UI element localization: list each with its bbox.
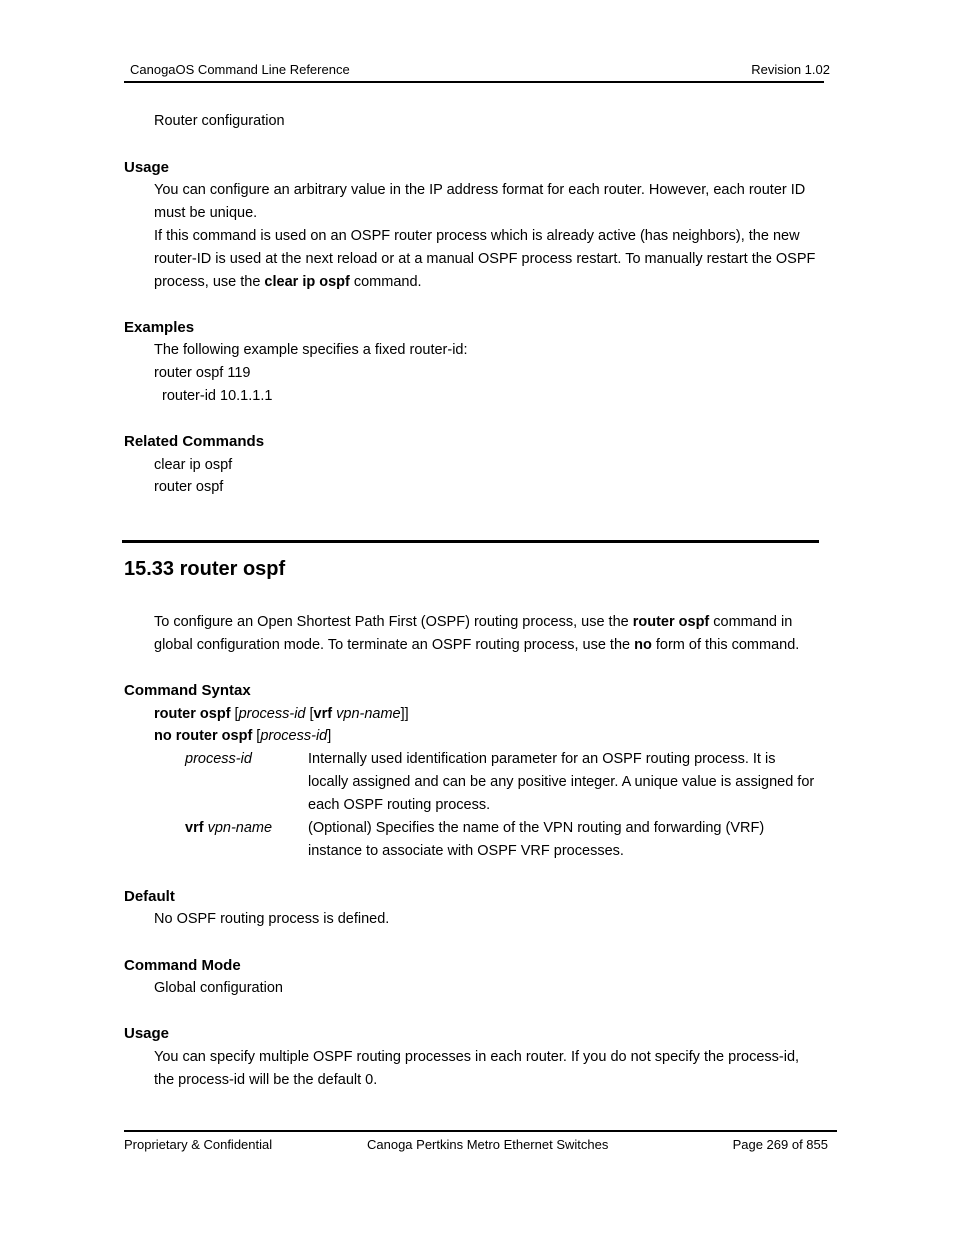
param-desc-line: (Optional) Specifies the name of the VPN routing and forwarding (VRF) bbox=[308, 820, 765, 836]
prev-usage-line: router-ID is used at the next reload or at a manual OSPF process restart. To manually restart the OSPF bbox=[154, 251, 816, 267]
command-syntax-heading: Command Syntax bbox=[124, 682, 251, 699]
param-name: vrf vpn-name bbox=[185, 820, 273, 836]
syntax-line: router ospf [process-id [vrf vpn-name]] bbox=[154, 706, 409, 722]
clear-ip-ospf-ref: clear ip ospf bbox=[264, 274, 350, 290]
related-commands-heading: Related Commands bbox=[124, 433, 265, 450]
default-text: No OSPF routing process is defined. bbox=[154, 911, 390, 927]
footer-rule bbox=[124, 1130, 837, 1132]
param-desc-line: each OSPF routing process. bbox=[308, 797, 491, 813]
prev-command-mode: Router configuration bbox=[154, 113, 285, 129]
example-line: The following example specifies a fixed router-id: bbox=[154, 342, 468, 358]
param-desc-line: instance to associate with OSPF VRF processes. bbox=[308, 843, 624, 859]
footer-left: Proprietary & Confidential bbox=[124, 1137, 273, 1152]
prev-usage-heading: Usage bbox=[124, 159, 170, 176]
prev-usage-line-last: process, use the clear ip ospf command. bbox=[154, 274, 422, 290]
page-number: Page 269 of 855 bbox=[732, 1137, 828, 1152]
header-rule bbox=[124, 81, 824, 83]
related-command-item: router ospf bbox=[154, 479, 224, 495]
param-name: process-id bbox=[185, 751, 252, 767]
prev-usage-line: You can configure an arbitrary value in the IP address format for each router. However, each router ID bbox=[154, 182, 806, 198]
prev-usage-line: If this command is used on an OSPF router process which is already active (has neighbors), the new bbox=[154, 228, 800, 244]
usage-line: You can specify multiple OSPF routing processes in each router. If you do not specify the process-id, bbox=[154, 1049, 800, 1065]
footer-center: Canoga Pertkins Metro Ethernet Switches bbox=[367, 1137, 609, 1152]
examples-heading: Examples bbox=[124, 319, 195, 336]
usage-heading: Usage bbox=[124, 1025, 170, 1042]
section-title: 15.33 router ospf bbox=[124, 558, 286, 580]
example-code-line: router-id 10.1.1.1 bbox=[162, 388, 273, 404]
related-command-item: clear ip ospf bbox=[154, 457, 233, 473]
command-mode-heading: Command Mode bbox=[124, 957, 241, 974]
intro-line: global configuration mode. To terminate an OSPF routing process, use the no form of this command. bbox=[154, 637, 800, 653]
param-desc-line: Internally used identification parameter for an OSPF routing process. It is bbox=[308, 751, 776, 767]
usage-line: the process-id will be the default 0. bbox=[154, 1072, 378, 1088]
section-rule bbox=[122, 540, 819, 543]
syntax-line: no router ospf [process-id] bbox=[154, 728, 332, 744]
header-title: CanogaOS Command Line Reference bbox=[130, 62, 350, 77]
default-heading: Default bbox=[124, 888, 175, 905]
param-desc-line: locally assigned and can be any positive integer. A unique value is assigned for bbox=[308, 774, 815, 790]
example-code-line: router ospf 119 bbox=[154, 365, 251, 381]
intro-line: To configure an Open Shortest Path First (OSPF) routing process, use the router ospf command in bbox=[154, 614, 793, 630]
command-mode-text: Global configuration bbox=[154, 980, 283, 996]
header-revision: Revision 1.02 bbox=[751, 62, 830, 77]
prev-usage-line: must be unique. bbox=[154, 205, 258, 221]
